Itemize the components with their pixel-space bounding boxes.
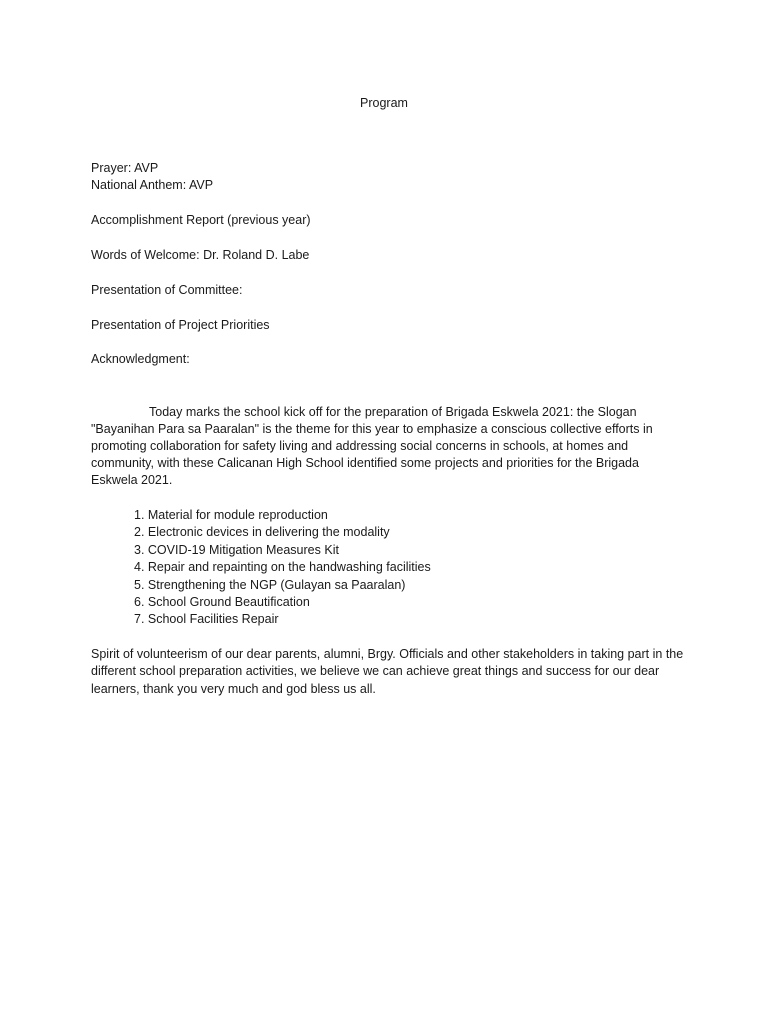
spacer [91, 490, 691, 507]
page-title: Program [360, 96, 408, 110]
list-item: 2. Electronic devices in delivering the modality [134, 525, 390, 540]
spacer [91, 230, 691, 247]
spacer [91, 264, 691, 281]
program-item-accomplishment: Accomplishment Report (previous year) [91, 213, 311, 228]
program-item-prayer: Prayer: AVP [91, 161, 159, 175]
list-item: 7. School Facilities Repair [134, 612, 279, 627]
program-item-committee: Presentation of Committee: [91, 282, 243, 297]
program-item-welcome: Words of Welcome: Dr. Roland D. Labe [91, 248, 310, 262]
list-item: 5. Strengthening the NGP (Gulayan sa Paaralan) [134, 577, 406, 592]
program-item-priorities: Presentation of Project Priorities [91, 317, 270, 332]
list-item: 3. COVID-19 Mitigation Measures Kit [134, 542, 339, 557]
priorities-list [91, 507, 691, 629]
list-item: 4. Repair and repainting on the handwashing facilities [134, 560, 431, 575]
list-item: 6. School Ground Beautification [134, 595, 310, 610]
intro-paragraph: Today marks the school kick off for the preparation of Brigada Eskwela 2021: the Slogan "Bayanihan Para sa Paaralan" is the theme for this year to emphasize a conscious collective efforts in promoting collaboration for safety living and addressing social concerns in schools, at homes and community, with these Calicanan High School identified some projects and priorities for the Brigada Eskwela 2021. [91, 404, 653, 488]
spacer [91, 629, 691, 646]
program-item-acknowledgment: Acknowledgment: [91, 352, 190, 367]
spacer [91, 369, 691, 404]
list-item: 1. Material for module reproduction [134, 508, 328, 522]
spacer [91, 334, 691, 351]
spacer [91, 195, 691, 212]
document-body [91, 160, 691, 698]
spacer [91, 299, 691, 316]
closing-paragraph: Spirit of volunteerism of our dear parents, alumni, Brgy. Officials and other stakeholders in taking part in the different school preparation activities, we believe we can achieve great things and success for our dear learners, thank you very much and god bless us all. [91, 647, 684, 696]
program-item-anthem: National Anthem: AVP [91, 178, 214, 193]
